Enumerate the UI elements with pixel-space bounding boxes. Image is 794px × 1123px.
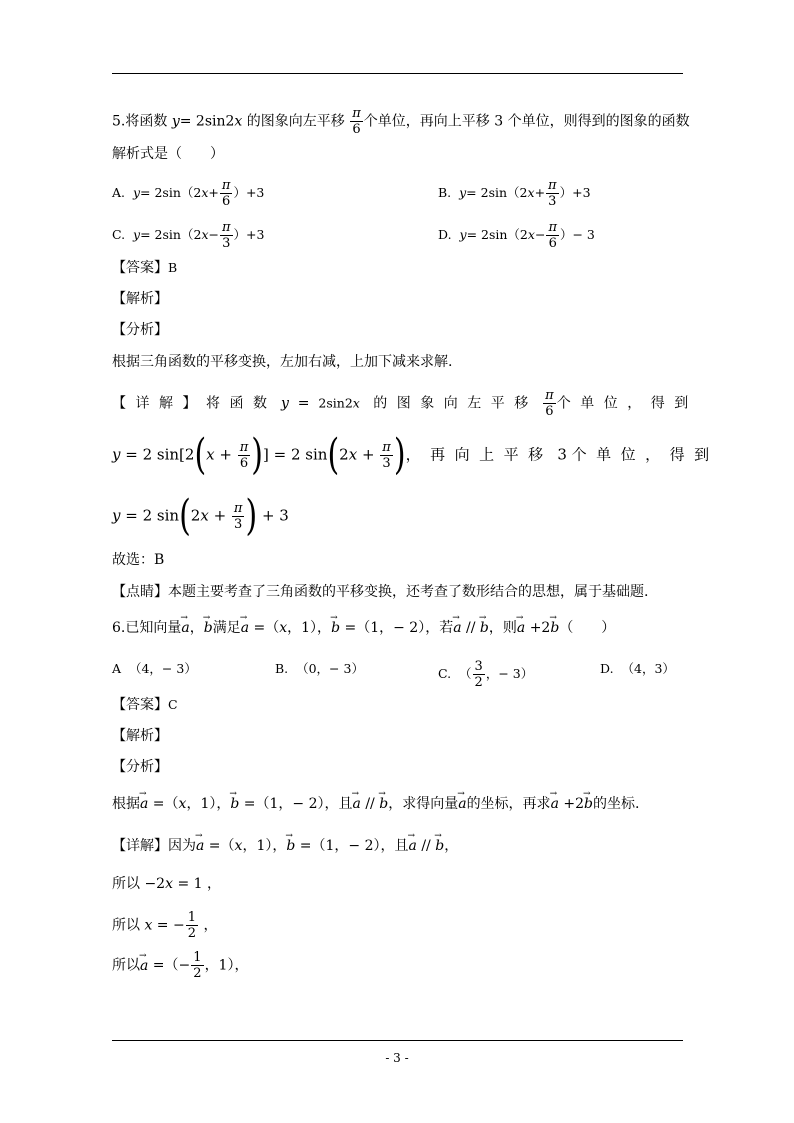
q6-step3: 所以→ a =（− $\frac{1}{2}$ ，1）， [112,950,248,981]
q6-step2: 所以 x = − $\frac{1}{2}$ ， [112,910,218,941]
q5-fenxi-text: 根据三角函数的平移变换，左加右减，上加下减来求解. [112,354,453,370]
q6-step1: 所以 −2x = 1 ， [112,876,221,892]
q5-answer: 【答案】B [112,260,178,276]
page-number: - 3 - [385,1051,409,1065]
q6-option-b: B. （0，− 3） [275,661,364,676]
q6-jiexi-heading: 【解析】 [112,728,168,744]
q6-option-d: D. （4，3） [600,661,675,676]
footer-rule [112,1040,683,1041]
q6-option-c: C. （ $\frac{3}{2}$ ，− 3） [438,659,534,690]
q5-fenxi-heading: 【分析】 [112,322,168,338]
header-rule [112,73,683,74]
q5-dianjing: 【点睛】本题主要考查了三角函数的平移变换，还考查了数形结合的思想，属于基础题. [112,584,649,600]
q5-option-c: C. y= 2sin（2x− $\frac{\pi}{3}$ ）+3 [112,220,265,251]
q5-option-d: D. y= 2sin（2x− $\frac{\pi}{6}$ ）− 3 [438,220,595,251]
q5-xiangjie-line1: 【详解】将函数 y = 2sin2x 的图象向左平移 $\frac{\pi}{6}$ 个单位，得到 [112,388,698,419]
q5-stem-line1: 5.将函数 y= 2sin2x 的图象向左平移 $\frac{\pi}{6}$ 个单位，再向上平移 3 个单位，则得到的图象的函数 [112,106,690,137]
q5-option-a: A. y= 2sin（2x+ $\frac{\pi}{6}$ ）+3 [112,178,265,209]
q5-stem-line2: 解析式是（ ） [112,146,224,162]
q6-fenxi-heading: 【分析】 [112,759,168,775]
q5-xiangjie-line3: y = 2 sin(2x + $\frac{\pi}{3}$ ) + 3 [112,491,289,541]
q5-option-b: B. y= 2sin（2x+ $\frac{\pi}{3}$ ）+3 [438,178,591,209]
q5-xiangjie-line2: y = 2 sin[2(x + $\frac{\pi}{6}$ )] = 2 sin(2x + $\frac{\pi}{3}$ )，再向上平移 3 个单位，得到 [112,430,719,480]
q5-jiexi-heading: 【解析】 [112,291,168,307]
q6-option-a: A （4，− 3） [112,661,197,676]
q6-xiangjie: 【详解】因为→ a =（x，1），→ b =（1，− 2），且→ a // → b， [112,836,458,856]
q5-guxuan: 故选：B [112,552,165,568]
fraction-pi-6: $\frac{\pi}{6}$ [352,106,361,137]
q6-answer: 【答案】C [112,697,178,713]
q6-fenxi-text: 根据→ a =（x，1），→ b =（1，− 2），且→ a // → b，求得向量→ a的坐标，再求→ a +2→ b的坐标. [112,794,639,814]
q6-stem: 6.已知向量→ a，→ b满足→ a =（x，1），→ b =（1，− 2），若→ a // → b，则→ a +2→ b（ ） [112,618,615,638]
